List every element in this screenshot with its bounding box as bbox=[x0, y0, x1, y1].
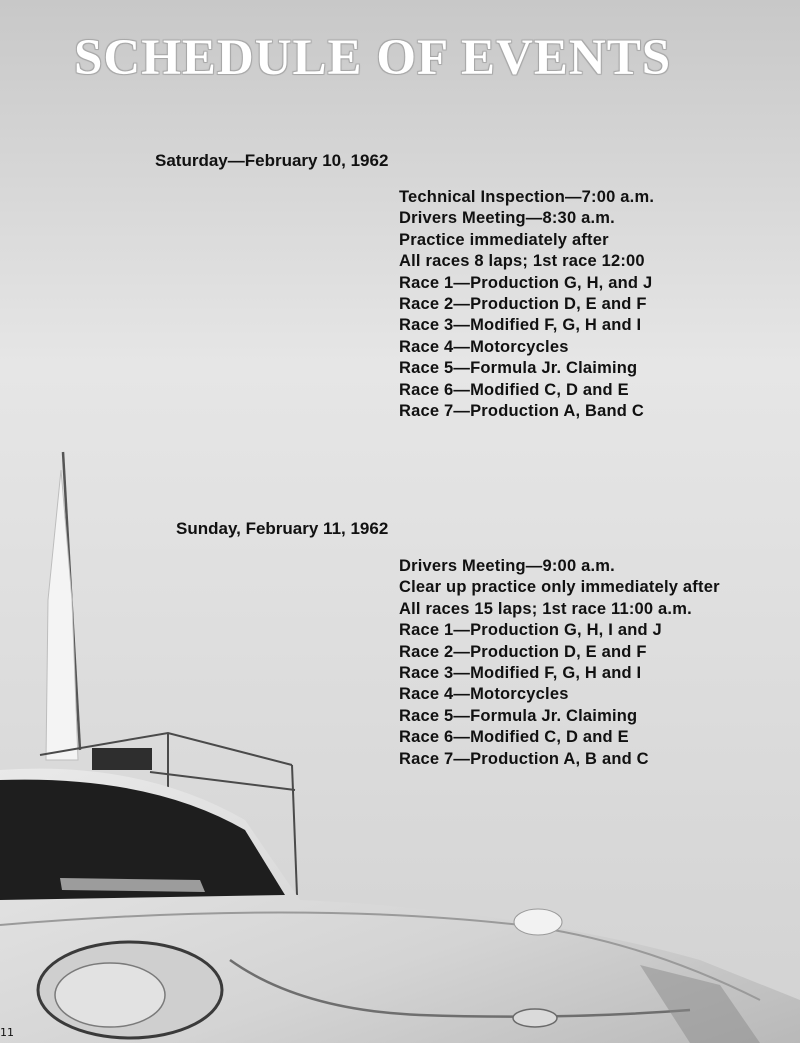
day-heading-sunday: Sunday, February 11, 1962 bbox=[176, 519, 389, 538]
event-item: Race 7—Production A, Band C bbox=[399, 402, 644, 421]
event-item: Race 6—Modified C, D and E bbox=[399, 728, 629, 747]
event-item: Practice immediately after bbox=[399, 230, 609, 249]
page-number: 11 bbox=[0, 1026, 14, 1039]
event-item: Race 5—Formula Jr. Claiming bbox=[399, 359, 638, 378]
event-item: Race 3—Modified F, G, H and I bbox=[399, 664, 642, 683]
event-item: Race 4—Motorcycles bbox=[399, 685, 569, 704]
event-item: Drivers Meeting—9:00 a.m. bbox=[399, 557, 615, 575]
event-list-saturday bbox=[399, 187, 654, 422]
event-list-sunday bbox=[399, 556, 720, 770]
event-item: Race 2—Production D, E and F bbox=[399, 642, 647, 661]
event-item: Race 1—Production G, H, I and J bbox=[399, 621, 662, 640]
event-item: Race 2—Production D, E and F bbox=[399, 295, 647, 314]
day-heading-saturday: Saturday—February 10, 1962 bbox=[155, 151, 389, 170]
event-item: Race 4—Motorcycles bbox=[399, 337, 569, 356]
event-item: Race 6—Modified C, D and E bbox=[399, 380, 629, 399]
event-item: Race 7—Production A, B and C bbox=[399, 749, 649, 768]
event-item: Drivers Meeting—8:30 a.m. bbox=[399, 209, 615, 228]
event-item: Race 1—Production G, H, and J bbox=[399, 273, 653, 292]
event-item: Race 5—Formula Jr. Claiming bbox=[399, 706, 638, 725]
page-title: SCHEDULE OF EVENTS bbox=[74, 30, 672, 86]
event-item: Race 3—Modified F, G, H and I bbox=[399, 316, 642, 335]
event-item: All races 15 laps; 1st race 11:00 a.m. bbox=[399, 599, 692, 618]
event-item: Technical Inspection—7:00 a.m. bbox=[399, 188, 655, 206]
event-item: Clear up practice only immediately after bbox=[399, 578, 720, 597]
event-item: All races 8 laps; 1st race 12:00 bbox=[399, 252, 645, 271]
